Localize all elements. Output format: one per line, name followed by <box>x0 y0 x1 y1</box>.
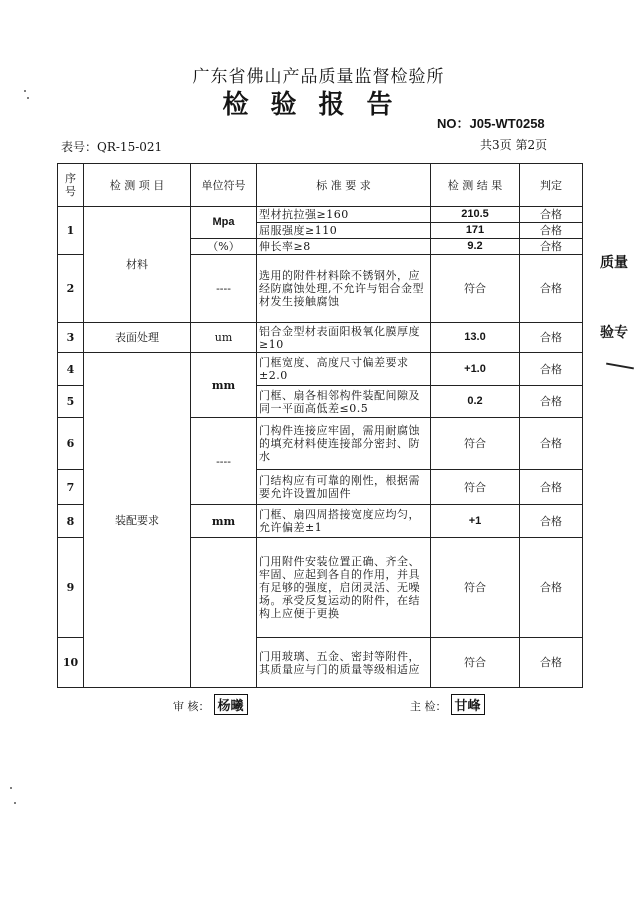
requirement: 门用玻璃、五金、密封等附件，其质量应与门的质量等级相适应 <box>257 638 431 688</box>
verdict: 合格 <box>520 386 583 418</box>
row-no: 10 <box>58 638 84 688</box>
unit-percent: （%） <box>191 239 257 255</box>
margin-stamp-edge <box>606 363 634 370</box>
header-no: 序号 <box>58 164 84 207</box>
result: 符合 <box>431 418 520 470</box>
verdict: 合格 <box>520 353 583 386</box>
row-no: 2 <box>58 255 84 323</box>
header-standard: 标 准 要 求 <box>257 164 431 207</box>
requirement: 门结构应有可靠的刚性，根据需要允许设置加固件 <box>257 470 431 505</box>
row-no: 3 <box>58 323 84 353</box>
unit-mm: mm <box>191 353 257 418</box>
reviewer-label: 审 核： <box>173 700 210 713</box>
result: 符合 <box>431 470 520 505</box>
reviewer-signature <box>173 694 248 715</box>
report-number: NO：J05-WT0258 <box>437 116 545 131</box>
reviewer-name: 杨曦 <box>214 694 248 715</box>
requirement: 门框宽度、高度尺寸偏差要求±2.0 <box>257 353 431 386</box>
verdict: 合格 <box>520 223 583 239</box>
requirement: 铝合金型材表面阳极氧化膜厚度≥10 <box>257 323 431 353</box>
verdict: 合格 <box>520 239 583 255</box>
verdict: 合格 <box>520 638 583 688</box>
scan-speck <box>14 802 16 804</box>
result: 符合 <box>431 538 520 638</box>
group-surface: 表面处理 <box>84 323 191 353</box>
group-material: 材料 <box>84 207 191 323</box>
unit-dash: ---- <box>191 255 257 323</box>
header-result: 检 测 结 果 <box>431 164 520 207</box>
row-no: 9 <box>58 538 84 638</box>
requirement: 门用附件安装位置正确、齐全、牢固、应起到各自的作用，并具有足够的强度，启闭灵活、无噪场。承受反复运动的附件，在结构上应便于更换 <box>257 538 431 638</box>
row-no: 4 <box>58 353 84 386</box>
table-row <box>58 353 583 386</box>
header-verdict: 判定 <box>520 164 583 207</box>
result: +1 <box>431 505 520 538</box>
verdict: 合格 <box>520 255 583 323</box>
form-number: 表号：QR-15-021 <box>61 140 163 154</box>
table-row <box>58 323 583 353</box>
inspection-table <box>57 163 583 688</box>
report-title: 检验报告 <box>222 90 415 120</box>
header-item: 检 测 项 目 <box>84 164 191 207</box>
verdict: 合格 <box>520 538 583 638</box>
scan-speck <box>10 787 12 789</box>
requirement: 伸长率≥8 <box>257 239 431 255</box>
header-unit: 单位符号 <box>191 164 257 207</box>
unit-dash: ---- <box>191 418 257 505</box>
table-row <box>58 207 583 223</box>
requirement: 屈服强度≥110 <box>257 223 431 239</box>
requirement: 门构件连接应牢固，需用耐腐蚀的填充材料使连接部分密封、防水 <box>257 418 431 470</box>
result: 13.0 <box>431 323 520 353</box>
unit-mm: mm <box>191 505 257 538</box>
margin-stamp-top: 质量 <box>600 255 628 271</box>
unit-empty <box>191 538 257 688</box>
result: 0.2 <box>431 386 520 418</box>
result: 9.2 <box>431 239 520 255</box>
requirement: 型材抗拉强≥160 <box>257 207 431 223</box>
verdict: 合格 <box>520 418 583 470</box>
inspector-signature <box>410 694 485 715</box>
group-assembly: 装配要求 <box>84 353 191 688</box>
verdict: 合格 <box>520 207 583 223</box>
row-no: 6 <box>58 418 84 470</box>
row-no: 8 <box>58 505 84 538</box>
scan-speck <box>27 97 29 99</box>
margin-stamp-bottom: 验专 <box>600 325 628 341</box>
requirement: 门框、扇各相邻构件装配间隙及同一平面高低差≤0.5 <box>257 386 431 418</box>
scan-speck <box>24 90 26 92</box>
inspector-name: 甘峰 <box>451 694 485 715</box>
institute-name: 广东省佛山产品质量监督检验所 <box>192 67 445 87</box>
result: 171 <box>431 223 520 239</box>
result: +1.0 <box>431 353 520 386</box>
verdict: 合格 <box>520 505 583 538</box>
result: 符合 <box>431 638 520 688</box>
result: 210.5 <box>431 207 520 223</box>
requirement: 门框、扇四周搭接宽度应均匀，允许偏差±1 <box>257 505 431 538</box>
row-no: 1 <box>58 207 84 255</box>
unit-mpa: Mpa <box>191 207 257 239</box>
verdict: 合格 <box>520 323 583 353</box>
row-no: 7 <box>58 470 84 505</box>
table-header-row <box>58 164 583 207</box>
inspector-label: 主 检： <box>410 700 447 713</box>
verdict: 合格 <box>520 470 583 505</box>
row-no: 5 <box>58 386 84 418</box>
unit-um: um <box>191 323 257 353</box>
page-info: 共3页 第2页 <box>480 138 548 152</box>
requirement: 选用的附件材料除不锈钢外，应经防腐蚀处理,不允许与铝合金型材发生接触腐蚀 <box>257 255 431 323</box>
result: 符合 <box>431 255 520 323</box>
